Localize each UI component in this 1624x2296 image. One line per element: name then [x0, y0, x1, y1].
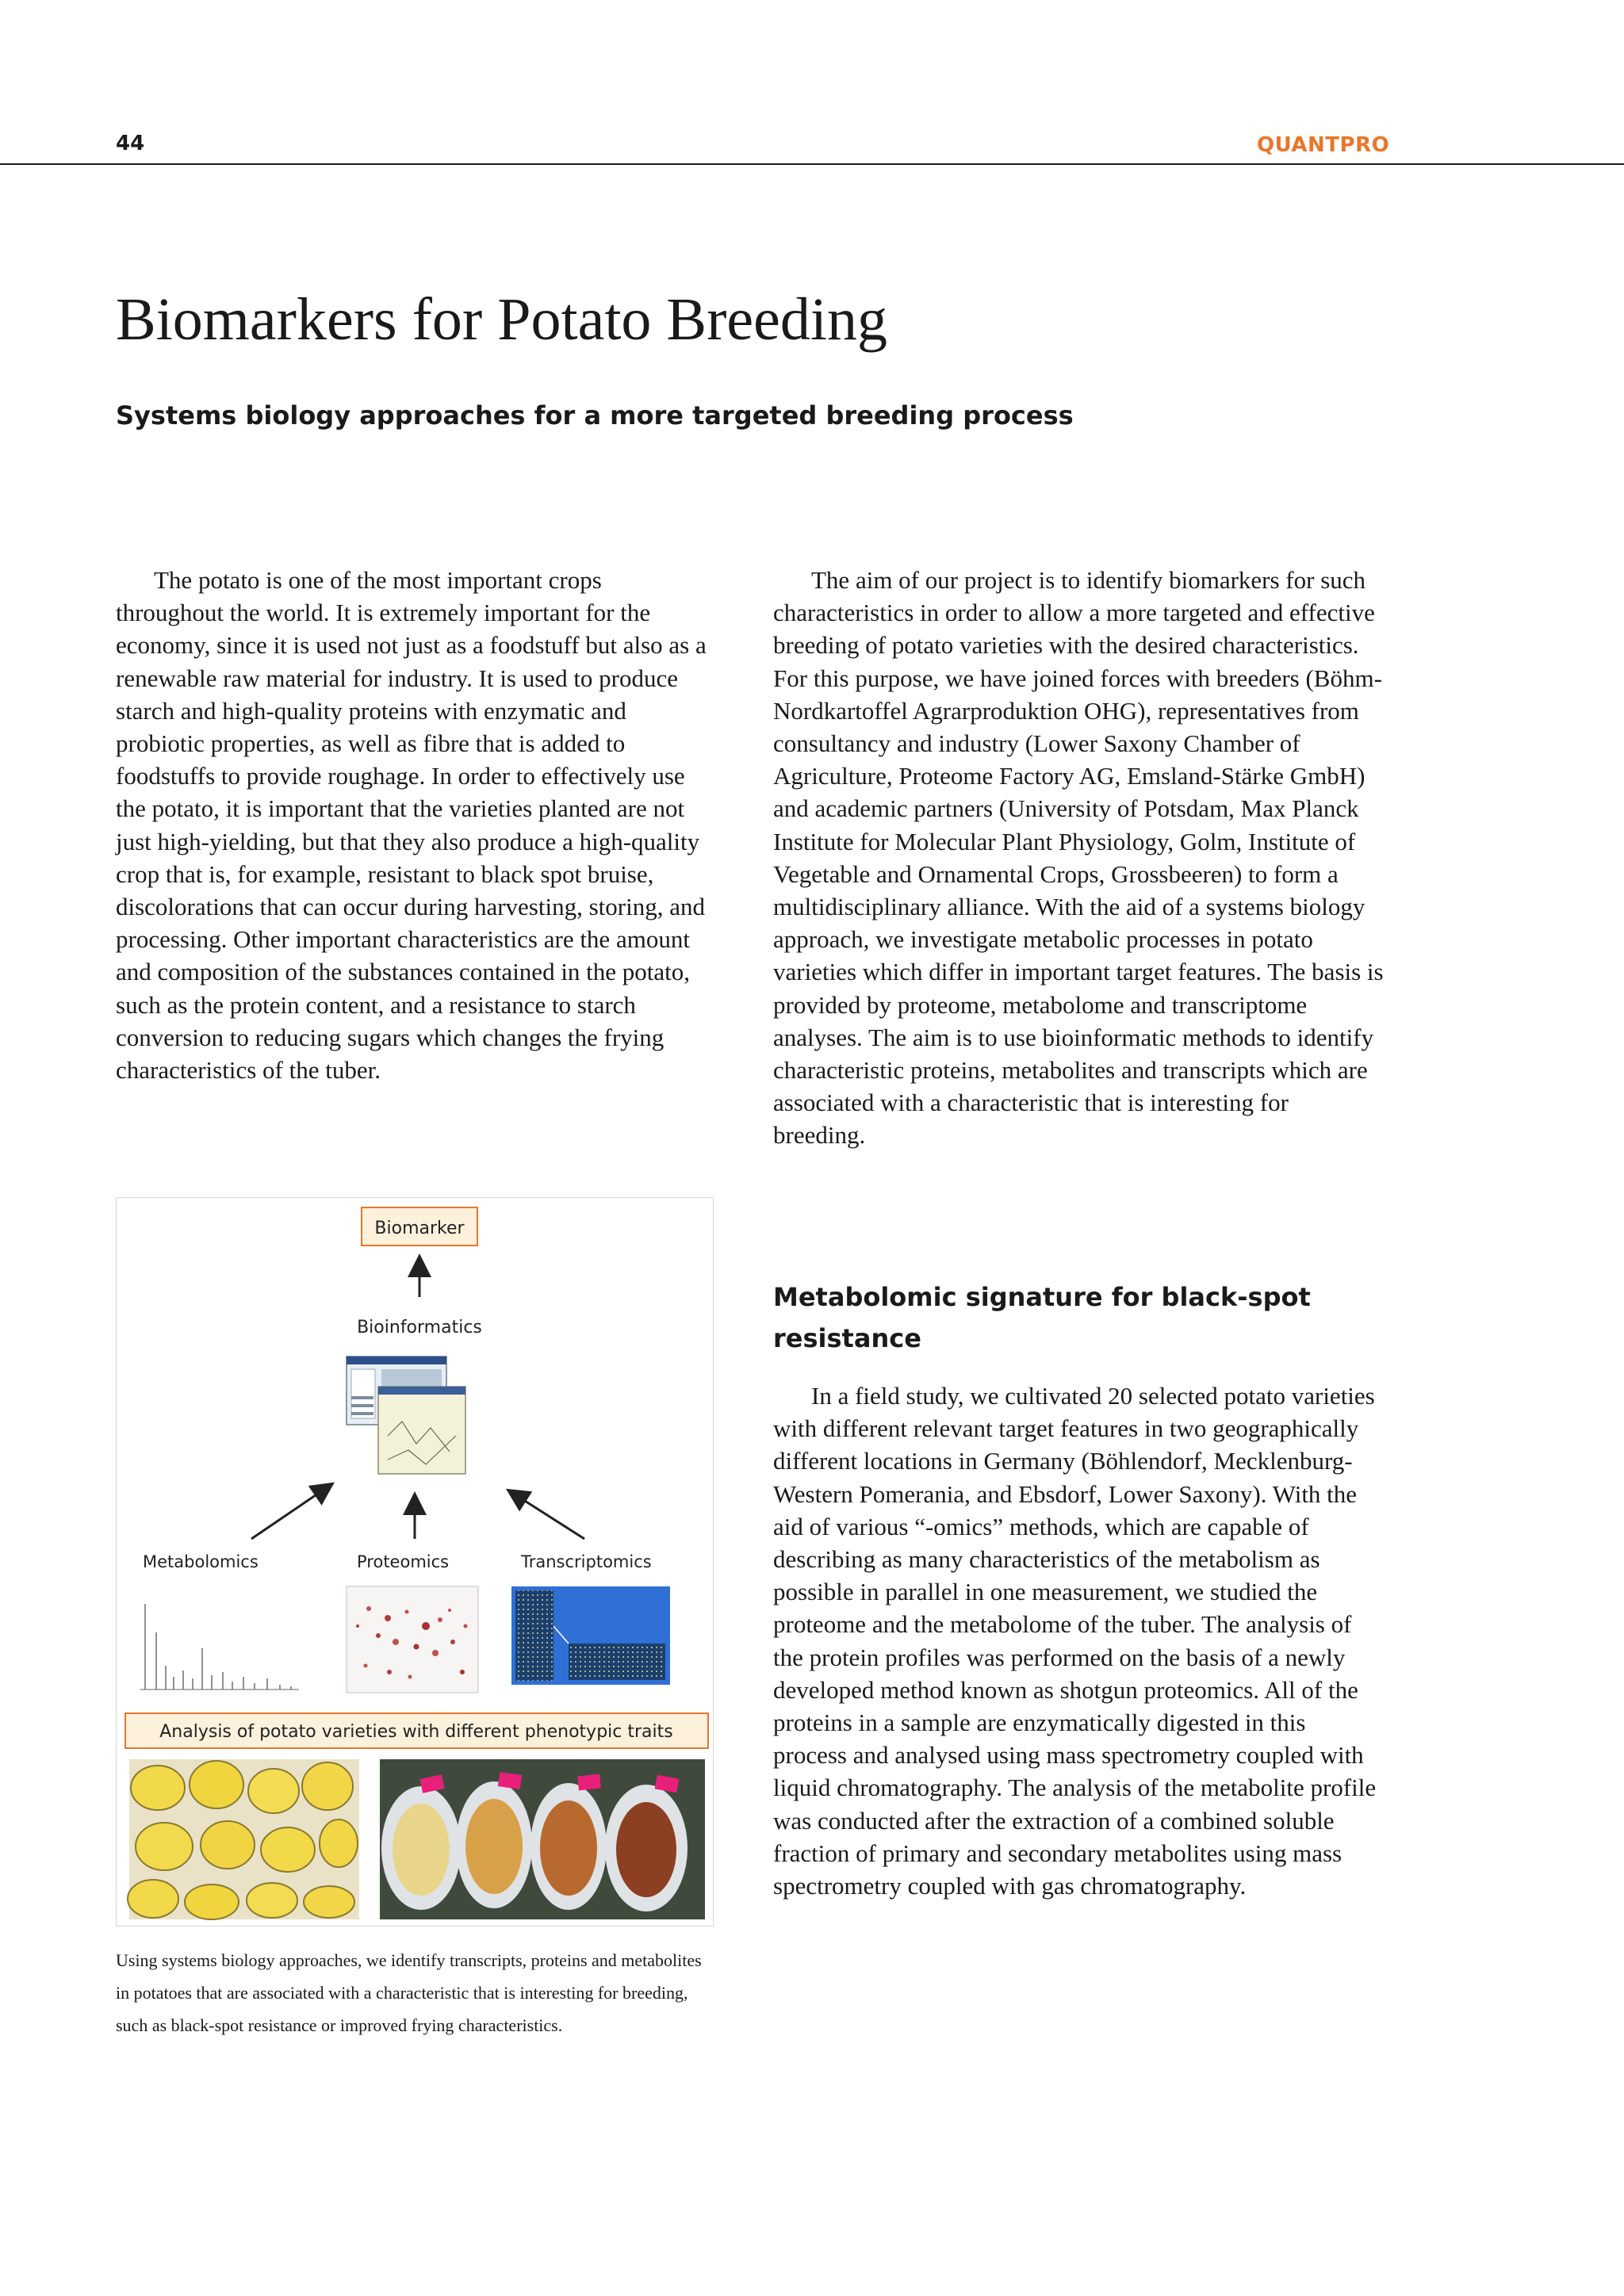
biomarker-label: Biomarker: [374, 1219, 465, 1238]
transcriptomics-microarray-icon: [511, 1586, 670, 1685]
proteomics-label: Proteomics: [357, 1552, 450, 1571]
article-subtitle: Systems biology approaches for a more targeted breeding process: [116, 400, 1074, 430]
page-number: 44: [116, 132, 145, 155]
header-rule: [0, 163, 1624, 165]
transcriptomics-label: Transcriptomics: [521, 1552, 652, 1571]
body-paragraph-2: The aim of our project is to identify biomarkers for such characteristics in order to allow a more targeted and effective breeding of potato varieties with the desired characteristics. For this purpose, we have joined forces with breeders (Böhm-Nordkartoffel Agrarproduktion OHG), representatives from consultancy and industry (Lower Saxony Chamber of Agriculture, Proteome Factory AG, Emsland-Stärke GmbH) and academic partners (University of Potsdam, Max Planck Institute for Molecular Plant Physiology, Golm, Institute of Vegetable and Ornamental Crops, Grossbeeren) to form a multidisciplinary alliance. With the aid of a systems biology approach, we investigate metabolic processes in potato varieties which differ in important target features. The basis is provided by proteome, metabolome and transcriptome analyses. The aim is to use bioinformatic methods to identify characteristic proteins, metabolites and transcripts which are associated with a characteristic that is interesting for breeding.: [773, 566, 1384, 1150]
arrow-metabolomics: [251, 1485, 331, 1539]
analysis-banner-label: Analysis of potato varieties with different phenotypic traits: [159, 1722, 673, 1742]
arrow-transcriptomics: [510, 1491, 584, 1539]
metabolomics-label: Metabolomics: [143, 1552, 259, 1571]
bioinformatics-label: Bioinformatics: [357, 1318, 482, 1337]
metabolomics-spectrum-icon: [140, 1604, 299, 1689]
figure-diagram: [117, 1198, 714, 1927]
potato-slices-photo: [128, 1759, 359, 1919]
fried-chips-photo: [380, 1759, 705, 1919]
body-paragraph-3: In a field study, we cultivated 20 selected potato varieties with different relevant target features in two geographically different locations in Germany (Böhlendorf, Mecklenburg-Western Pomerania, and Ebsdorf, Lower Saxony). With the aid of various “-omics” methods, which are capable of describing as many characteristics of the metabolism as possible in parallel in one measurement, we studied the proteome and the metabolome of the tuber. The analysis of the protein profiles was performed on the basis of a newly developed method known as shotgun proteomics. All of the proteins in a sample are enzymatically digested in this process and analysed using mass spectrometry coupled with liquid chromatography. The analysis of the metabolite profile was conducted after the extraction of a combined soluble fraction of primary and secondary metabolites using mass spectrometry coupled with gas chromatography.: [773, 1382, 1377, 1900]
systems-biology-figure: [116, 1197, 714, 1927]
body-paragraph-1: The potato is one of the most important crops throughout the world. It is extremely important for the economy, since it is used not just as a foodstuff but also as a renewable raw material for industry. It is used to produce starch and high-quality proteins with enzymatic and probiotic properties, as well as fibre that is added to foodstuffs to provide roughage. In order to effectively use the potato, it is important that the varieties planted are not just high-yielding, but that they also produce a high-quality crop that is, for example, resistant to black spot bruise, discolorations that can occur during harvesting, storing, and processing. Other important characteristics are the amount and composition of the substances contained in the potato, such as the protein content, and a resistance to starch conversion to reducing sugars which changes the frying characteristics of the tuber.: [116, 566, 707, 1085]
section-heading: [773, 1276, 1384, 1359]
article-title: Biomarkers for Potato Breeding: [116, 286, 888, 353]
proteomics-gel-icon: [347, 1586, 478, 1693]
section-heading-text: Metabolomic signature for black-spot resistance: [773, 1282, 1311, 1353]
software-screenshot-icon: [347, 1357, 465, 1474]
figure-caption: Using systems biology approaches, we identify transcripts, proteins and metabolites in potatoes that are associated with a characteristic that is interesting for breeding, such as black-spot resistance or improved frying characteristics.: [116, 1950, 702, 2035]
header-brand: QUANTPRO: [1257, 133, 1390, 157]
